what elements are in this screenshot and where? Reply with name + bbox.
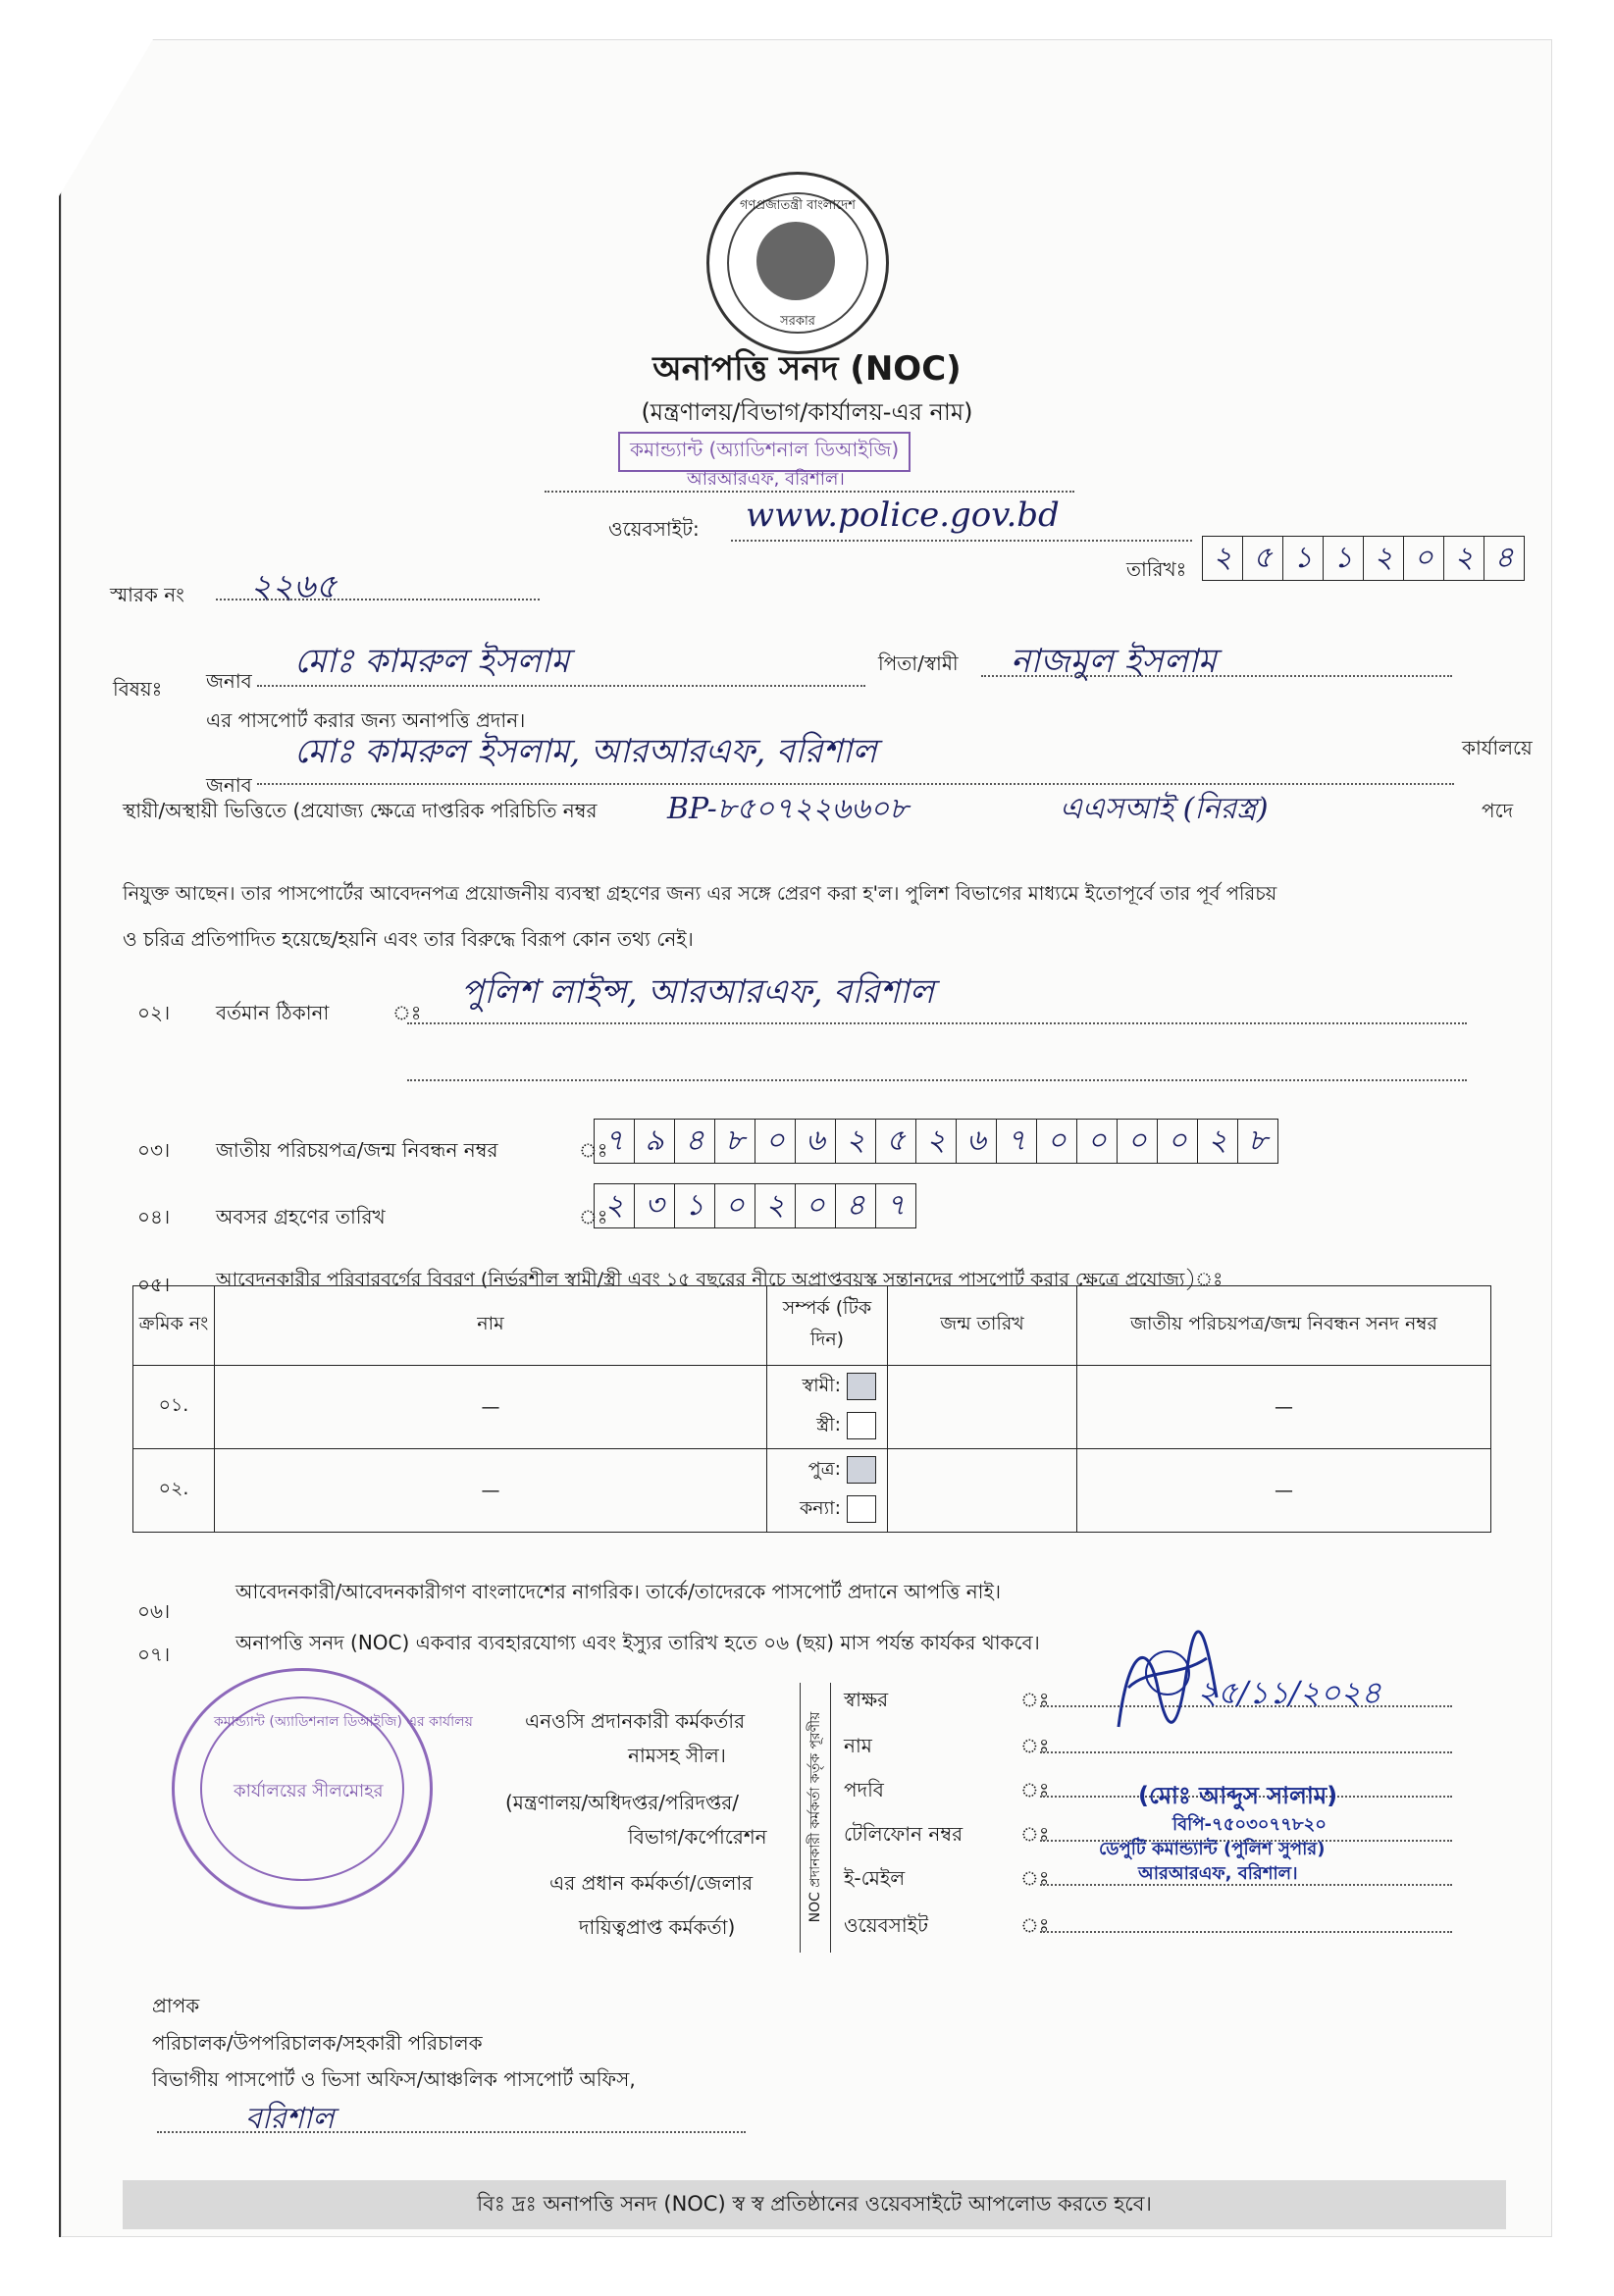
nid-digit-box: ৫ bbox=[876, 1119, 916, 1164]
relation-label-husband: স্বামী: bbox=[802, 1375, 841, 1396]
office-value: মোঃ কামরুল ইসলাম, আরআরএফ, বরিশাল bbox=[294, 732, 877, 771]
name-dotline bbox=[1040, 1751, 1452, 1753]
signatory-line-3: (মন্ত্রণালয়/অধিদপ্তর/পরিদপ্তর/ bbox=[505, 1791, 740, 1814]
date-digit-box: ১ bbox=[1283, 536, 1324, 581]
husband-checkbox[interactable] bbox=[847, 1373, 876, 1400]
relation-label-wife: স্ত্রী: bbox=[816, 1414, 841, 1435]
address-colon: ঃ bbox=[392, 1001, 422, 1024]
office-stamp-line1: কমান্ড্যান্ট (অ্যাডিশনাল ডিআইজি) bbox=[618, 432, 911, 472]
nid-digit-box: ০ bbox=[1037, 1119, 1077, 1164]
field-website-label: ওয়েবসাইট bbox=[844, 1913, 928, 1937]
item-05-number: ০৫। bbox=[137, 1273, 171, 1296]
sign-date: ২৫/১১/২০২৪ bbox=[1197, 1674, 1381, 1711]
stamp-title: ডেপুটি কমান্ড্যান্ট (পুলিশ সুপার) bbox=[1099, 1839, 1326, 1859]
retire-label: অবসর গ্রহণের তারিখ bbox=[216, 1205, 386, 1228]
relation-label-son: পুত্র: bbox=[807, 1458, 841, 1480]
retire-digit-box: ২ bbox=[594, 1183, 635, 1228]
emblem-top-text: গণপ্রজাতন্ত্রী বাংলাদেশ bbox=[740, 198, 856, 213]
retire-digit-box: ৪ bbox=[836, 1183, 876, 1228]
father-label: পিতা/স্বামী bbox=[878, 652, 959, 675]
address-value: পুলিশ লাইন্স, আরআরএফ, বরিশাল bbox=[461, 972, 935, 1012]
recipient-line1: পরিচালক/উপপরিচালক/সহকারী পরিচালক bbox=[152, 2031, 483, 2055]
nid-digit-box: ০ bbox=[1118, 1119, 1158, 1164]
retire-boxes bbox=[594, 1183, 916, 1228]
son-checkbox[interactable] bbox=[847, 1456, 876, 1484]
id-line-prefix: স্থায়ী/অস্থায়ী ভিত্তিতে (প্রযোজ্য ক্ষেত্রে দাপ্তরিক পরিচিতি নম্বর bbox=[123, 799, 598, 822]
row-dob bbox=[888, 1366, 1077, 1449]
date-digit-box: ১ bbox=[1324, 536, 1364, 581]
retire-digit-box: ৭ bbox=[876, 1183, 916, 1228]
office-dotline bbox=[545, 491, 1074, 493]
field-signature-label: স্বাক্ষর bbox=[844, 1688, 889, 1711]
note-07-text: অনাপত্তি সনদ (NOC) একবার ব্যবহারযোগ্য এবং ইস্যুর তারিখ হতে ০৬ (ছয়) মাস পর্যন্ত কার্যকর থাকবে। bbox=[235, 1631, 1040, 1654]
website-dotline bbox=[731, 540, 1192, 542]
colon: ঃ bbox=[1020, 1688, 1050, 1711]
row-dob bbox=[888, 1449, 1077, 1533]
government-emblem bbox=[706, 172, 889, 354]
date-digit-box: ২ bbox=[1202, 536, 1243, 581]
office-stamp-line2: আরআরএফ, বরিশাল। bbox=[687, 469, 845, 490]
date-boxes bbox=[1202, 536, 1525, 581]
emblem-bottom-text: সরকার bbox=[780, 314, 815, 329]
relation-label-daughter: কন্যা: bbox=[799, 1497, 841, 1519]
recipient-line2: বিভাগীয় পাসপোর্ট ও ভিসা অফিস/আঞ্চলিক পাসপোর্ট অফিস, bbox=[152, 2067, 636, 2091]
date-digit-box: ০ bbox=[1404, 536, 1444, 581]
website-dotline bbox=[1040, 1931, 1452, 1933]
id-value: BP-৮৫০৭২২৬৬০৮ bbox=[667, 792, 909, 826]
nid-digit-box: ৪ bbox=[675, 1119, 715, 1164]
family-table bbox=[132, 1285, 1491, 1533]
father-name: নাজমুল ইসলাম bbox=[1011, 642, 1217, 681]
stamp-unit: আরআরএফ, বরিশাল। bbox=[1138, 1863, 1298, 1884]
col-relation: সম্পর্ক (টিক দিন) bbox=[767, 1286, 888, 1366]
retire-digit-box: ২ bbox=[755, 1183, 796, 1228]
retire-digit-box: ০ bbox=[715, 1183, 755, 1228]
office-round-stamp bbox=[172, 1668, 473, 1909]
body-para1: নিযুক্ত আছেন। তার পাসপোর্টের আবেদনপত্র প্রয়োজনীয় ব্যবস্থা গ্রহণের জন্য এর সঙ্গে প্রেরণ করা হ'ল। পুলিশ বিভাগের মাধ্যমে ইতোপূর্বে তার পূর্ব পরিচয় bbox=[123, 882, 1277, 905]
nid-digit-box: ০ bbox=[755, 1119, 796, 1164]
address-dotline-1 bbox=[407, 1022, 1467, 1024]
signatory-line-5: এর প্রধান কর্মকর্তা/জেলার bbox=[549, 1871, 754, 1895]
nid-digit-box: ২ bbox=[836, 1119, 876, 1164]
field-designation-label: পদবি bbox=[844, 1778, 884, 1801]
col-serial: ক্রমিক নং bbox=[133, 1286, 215, 1366]
date-label: তারিখঃ bbox=[1126, 557, 1187, 581]
round-stamp-outer-text: কমান্ড্যান্ট (অ্যাডিশনাল ডিআইজি) এর কার্যালয় bbox=[214, 1714, 473, 1730]
signatory-line-4: বিভাগ/কর্পোরেশন bbox=[628, 1825, 767, 1849]
col-name: নাম bbox=[215, 1286, 767, 1366]
wife-checkbox[interactable] bbox=[847, 1412, 876, 1439]
page-subtitle: (মন্ত্রণালয়/বিভাগ/কার্যালয়-এর নাম) bbox=[641, 398, 973, 426]
colon: ঃ bbox=[1020, 1866, 1050, 1890]
father-dotline bbox=[981, 675, 1452, 677]
daughter-checkbox[interactable] bbox=[847, 1495, 876, 1523]
nid-digit-box: ৯ bbox=[635, 1119, 675, 1164]
map-icon bbox=[756, 222, 835, 300]
nid-boxes bbox=[594, 1119, 1278, 1164]
nid-label: জাতীয় পরিচয়পত্র/জন্ম নিবন্ধন নম্বর bbox=[216, 1138, 498, 1162]
item-06-number: ০৬। bbox=[137, 1599, 171, 1623]
table-row bbox=[133, 1366, 1491, 1449]
family-label: আবেদনকারীর পরিবারবর্গের বিবরণ (নির্ভরশীল স্বামী/স্ত্রী এবং ১৫ বছরের নীচে অপ্রাপ্তবয়স্ক সন্তানদের পাসপোর্ট করার ক্ষেত্রে প্রযোজ্য)ঃ bbox=[216, 1269, 1224, 1290]
row-name: — bbox=[215, 1366, 767, 1449]
memo-dotline bbox=[216, 599, 540, 600]
retire-colon: ঃ bbox=[579, 1205, 608, 1228]
signatory-line-6: দায়িত্বপ্রাপ্ত কর্মকর্তা) bbox=[579, 1915, 736, 1939]
recipient-label: প্রাপক bbox=[152, 1994, 200, 2017]
nid-digit-box: ৭ bbox=[997, 1119, 1037, 1164]
footer-text: বিঃ দ্রঃ অনাপত্তি সনদ (NOC) স্ব স্ব প্রতিষ্ঠানের ওয়েবসাইটে আপলোড করতে হবে। bbox=[477, 2191, 1152, 2216]
body-mr-label: জনাব bbox=[206, 773, 252, 797]
item-07-number: ০৭। bbox=[137, 1643, 171, 1666]
subject-mr-label: জনাব bbox=[206, 669, 252, 693]
post-suffix: পদে bbox=[1482, 799, 1514, 822]
colon: ঃ bbox=[1020, 1734, 1050, 1757]
date-digit-box: ৫ bbox=[1243, 536, 1283, 581]
recipient-city: বরিশাল bbox=[245, 2102, 335, 2136]
date-digit-box: ৪ bbox=[1484, 536, 1525, 581]
subject-line2: এর পাসপোর্ট করার জন্য অনাপত্তি প্রদান। bbox=[206, 708, 526, 732]
retire-digit-box: ০ bbox=[796, 1183, 836, 1228]
row-name: — bbox=[215, 1449, 767, 1533]
note-06-text: আবেদনকারী/আবেদনকারীগণ বাংলাদেশের নাগরিক। তার্কে/তাদেরকে পাসপোর্ট প্রদানে আপত্তি নাই। bbox=[235, 1580, 1002, 1603]
table-row bbox=[133, 1449, 1491, 1533]
date-digit-box: ২ bbox=[1364, 536, 1404, 581]
round-stamp-text: কার্যালয়ের সীলমোহর bbox=[234, 1781, 384, 1801]
row-serial: ০২. bbox=[133, 1449, 215, 1533]
nid-colon: ঃ bbox=[579, 1138, 608, 1162]
retire-digit-box: ১ bbox=[675, 1183, 715, 1228]
nid-digit-box: ৬ bbox=[796, 1119, 836, 1164]
page-title: অনাপত্তি সনদ (NOC) bbox=[652, 349, 962, 389]
stamp-id: বিপি-৭৫০৩০৭৭৮২০ bbox=[1172, 1814, 1327, 1835]
signatory-line-1: এনওসি প্রদানকারী কর্মকর্তার bbox=[525, 1709, 746, 1733]
folded-corner bbox=[0, 0, 177, 294]
signatory-line-2: নামসহ সীল। bbox=[628, 1744, 726, 1767]
nid-digit-box: ৮ bbox=[715, 1119, 755, 1164]
item-02-number: ০২। bbox=[137, 1001, 171, 1024]
col-nid: জাতীয় পরিচয়পত্র/জন্ম নিবন্ধন সনদ নম্বর bbox=[1077, 1286, 1491, 1366]
col-dob: জন্ম তারিখ bbox=[888, 1286, 1077, 1366]
memo-value: ২২৬৫ bbox=[250, 567, 338, 606]
office-suffix: কার্যালয়ে bbox=[1462, 736, 1533, 759]
website-label: ওয়েবসাইট: bbox=[608, 517, 700, 541]
field-phone-label: টেলিফোন নম্বর bbox=[844, 1822, 963, 1846]
colon: ঃ bbox=[1020, 1913, 1050, 1937]
post-value: এএসআই (নিরস্ত্র) bbox=[1060, 792, 1269, 826]
retire-digit-box: ৩ bbox=[635, 1183, 675, 1228]
row-serial: ০১. bbox=[133, 1366, 215, 1449]
date-digit-box: ২ bbox=[1444, 536, 1484, 581]
colon: ঃ bbox=[1020, 1822, 1050, 1846]
row-relation bbox=[767, 1366, 888, 1449]
signatory-vertical-box bbox=[800, 1683, 831, 1953]
field-name-label: নাম bbox=[844, 1734, 872, 1757]
nid-digit-box: ৭ bbox=[594, 1119, 635, 1164]
colon: ঃ bbox=[1020, 1778, 1050, 1801]
memo-label: স্মারক নং bbox=[110, 583, 184, 606]
table-header-row bbox=[133, 1286, 1491, 1366]
footer-note bbox=[123, 2180, 1506, 2229]
stamp-name: (মোঃ আব্দুস সালাম) bbox=[1138, 1782, 1338, 1809]
field-email-label: ই-মেইল bbox=[844, 1866, 906, 1890]
body-para2: ও চরিত্র প্রতিপাদিত হয়েছে/হয়নি এবং তার বিরুদ্ধে বিরূপ কোন তথ্য নেই। bbox=[123, 927, 694, 951]
address-label: বর্তমান ঠিকানা bbox=[216, 1001, 330, 1024]
website-value: www.police.gov.bd bbox=[746, 496, 1060, 535]
signatory-vertical-text: NOC প্রদানকারী কর্মকর্তা কর্তৃক পূরণীয় bbox=[807, 1711, 823, 1923]
nid-digit-box: ০ bbox=[1077, 1119, 1118, 1164]
nid-digit-box: ৮ bbox=[1238, 1119, 1278, 1164]
nid-digit-box: ৬ bbox=[957, 1119, 997, 1164]
subject-name: মোঃ কামরুল ইসলাম bbox=[294, 642, 570, 681]
subject-label: বিষয়ঃ bbox=[113, 677, 163, 701]
city-dotline bbox=[157, 2131, 746, 2133]
row-relation bbox=[767, 1449, 888, 1533]
item-04-number: ০৪। bbox=[137, 1205, 171, 1228]
nid-digit-box: ০ bbox=[1158, 1119, 1198, 1164]
nid-digit-box: ২ bbox=[1198, 1119, 1238, 1164]
nid-digit-box: ২ bbox=[916, 1119, 957, 1164]
row-nid: — bbox=[1077, 1449, 1491, 1533]
item-03-number: ০৩। bbox=[137, 1138, 171, 1162]
subject-dotline bbox=[257, 685, 865, 687]
row-nid: — bbox=[1077, 1366, 1491, 1449]
address-dotline-2 bbox=[407, 1079, 1467, 1081]
